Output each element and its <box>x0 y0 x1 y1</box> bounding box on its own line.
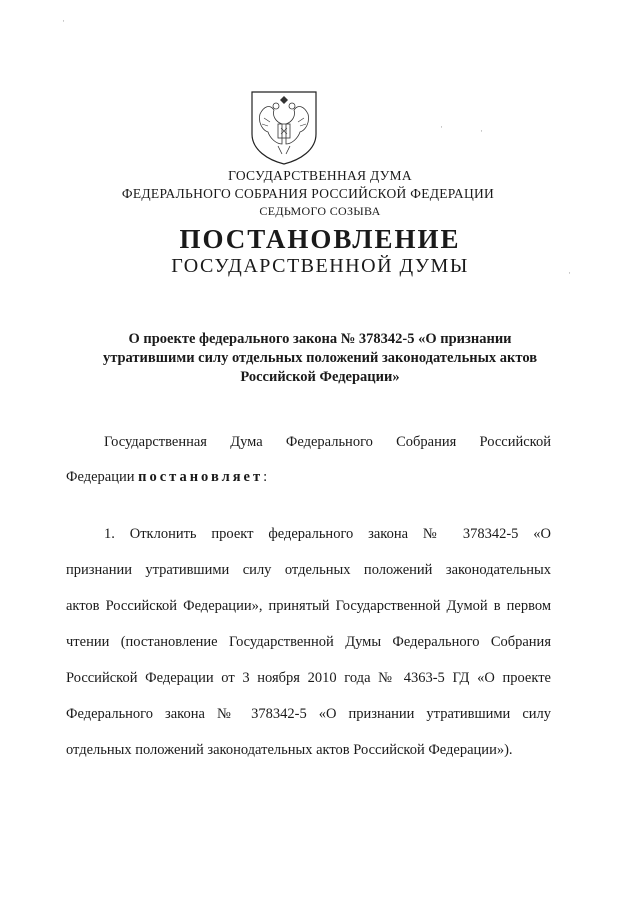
paragraph-line: 1. Отклонить проект федерального закона № 378342-5 «О <box>104 526 551 542</box>
document-title-line: утратившими силу отдельных положений законодательных актов <box>102 350 538 366</box>
document-type-heading: ПОСТАНОВЛЕНИЕ <box>179 224 461 254</box>
state-emblem-icon <box>248 88 320 166</box>
header-line-convocation: СЕДЬМОГО СОЗЫВА <box>259 204 381 218</box>
intro-text-colon: : <box>263 469 268 485</box>
paragraph-line: актов Российской Федерации», принятый Государственной Думой в первом <box>66 598 551 614</box>
paragraph-line: чтении (постановление Государственной Думы Федерального Собрания <box>66 634 551 650</box>
paragraph-line: Российской Федерации от 3 ноября 2010 года № 4363-5 ГД «О проекте <box>66 670 551 686</box>
paragraph-line: Федерального закона № 378342-5 «О признании утратившими силу <box>66 706 551 722</box>
scan-speck: · <box>568 268 571 278</box>
intro-text-emphasis: постановляет <box>138 469 264 485</box>
scan-speck: · <box>480 126 483 136</box>
paragraph-line: отдельных положений законодательных актов Российской Федерации»). <box>66 742 513 758</box>
intro-text-lead: Федерации <box>66 469 139 485</box>
document-title-line: О проекте федерального закона № 378342-5 «О признании <box>128 331 512 347</box>
intro-text-line: Государственная Дума Федерального Собрания Российской <box>104 434 551 450</box>
paragraph-line: признании утратившими силу отдельных положений законодательных <box>66 562 551 578</box>
intro-text-line <box>66 469 551 486</box>
header-line-duma: ГОСУДАРСТВЕННАЯ ДУМА <box>228 168 412 183</box>
scan-speck: · <box>440 122 443 132</box>
document-title-line: Российской Федерации» <box>240 369 400 385</box>
scan-speck: · <box>62 16 65 26</box>
header-line-assembly: ФЕДЕРАЛЬНОГО СОБРАНИЯ РОССИЙСКОЙ ФЕДЕРАЦИИ <box>121 186 495 201</box>
document-type-subheading: ГОСУДАРСТВЕННОЙ ДУМЫ <box>171 255 469 277</box>
